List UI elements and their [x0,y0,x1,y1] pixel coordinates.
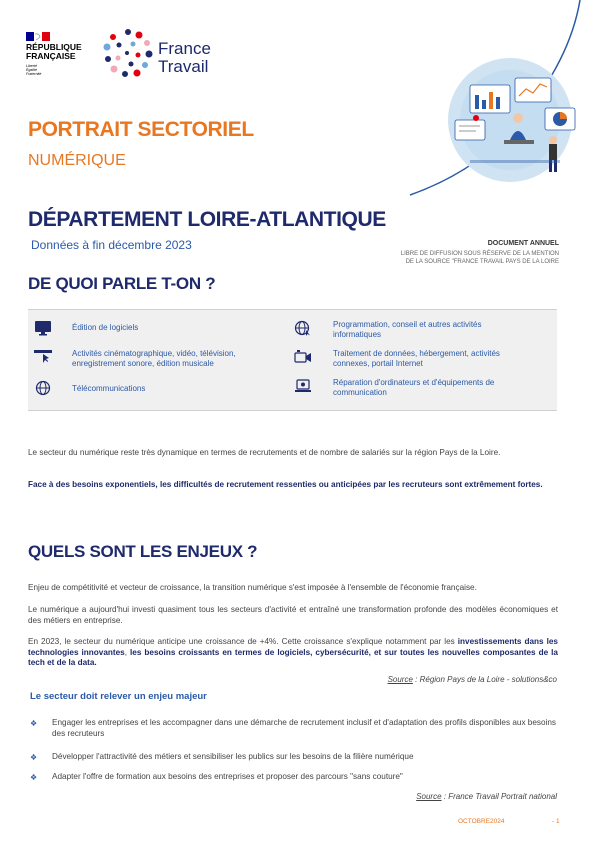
activity-label: Télécommunications [72,384,146,393]
enjeux-para3-d: les besoins croissants en termes de logiciels, cybersécurité, et sur toutes les nouvelles composantes de la tech et de la data. [28,647,558,667]
enjeux-paragraph-3 [28,637,558,669]
source-1-text: : Région Pays de la Loire - solutions&co [412,675,557,684]
enjeux-subheading: Le secteur doit relever un enjeu majeur [30,691,207,702]
sector-title: NUMÉRIQUE [28,152,126,169]
doc-type: DOCUMENT ANNUEL [487,240,559,247]
quoi-heading: DE QUOI PARLE T-ON ? [28,274,216,293]
bullet-item: Engager les entreprises et les accompagner dans une démarche de recrutement inclusif et d'adaptation des profils disponibles aux besoins des recruteurs [52,718,557,738]
source-2-label: Source [416,792,442,801]
license-line-1: LIBRE DE DIFFUSION SOUS RÉSERVE DE LA MENTION [400,251,559,257]
ft-name-1: France [158,39,211,58]
laptop-repair-icon [294,378,312,394]
activity-label: Activités cinématographique, vidéo, télévision, enregistrement sonore, édition musicale [72,349,236,368]
activity-label: Traitement de données, hébergement, activités connexes, portail Internet [333,349,500,368]
enjeux-heading: QUELS SONT LES ENJEUX ? [28,542,258,561]
enjeux-para3-c: , [124,647,131,657]
bullet-icon: ❖ [30,753,38,762]
source-2-text: : France Travail Portrait national [441,792,557,801]
portrait-title: PORTRAIT SECTORIEL [28,118,254,141]
rf-motto-1: Liberté [26,64,37,68]
globe-icon [294,320,312,336]
video-icon [294,349,312,365]
france-travail-name [158,40,211,76]
quoi-paragraph-2: Face à des besoins exponentiels, les difficultés de recrutement ressenties ou anticipées par les recruteurs sont extrêmement fortes. [28,480,543,489]
activity-label: Réparation d'ordinateurs et d'équipements de communication [333,378,495,397]
rf-line-2: FRANÇAISE [26,51,76,61]
digital-workers-illustration [400,0,595,200]
license-line-2: DE LA SOURCE "FRANCE TRAVAIL PAYS DE LA LOIRE [405,259,559,265]
source-1-label: Source [387,675,413,684]
enjeux-para3-a: En 2023, le secteur du numérique anticipe une croissance de +4%. Cette croissance s'explique notamment par les [28,637,458,646]
bullet-item: Adapter l'offre de formation aux besoins des entreprises et proposer des parcours "sans couture" [52,772,403,781]
activity-label: Édition de logiciels [72,323,139,332]
enjeux-paragraph-1: Enjeu de compétitivité et vecteur de croissance, la transition numérique s'est imposée à l'ensemble de l'économie française. [28,583,477,592]
department-title: DÉPARTEMENT LOIRE-ATLANTIQUE [28,208,386,231]
quoi-paragraph-1: Le secteur du numérique reste très dynamique en termes de recrutements et de nombre de salariés sur la région Pays de la Loire. [28,448,501,457]
rf-motto [26,64,41,77]
ft-name-2: Travail [158,57,209,76]
source-2 [416,792,557,801]
rf-motto-3: Fraternité [26,72,42,77]
enjeux-paragraph-2: Le numérique a aujourd'hui investi quasiment tous les secteurs d'activité et entraîné une transformation profonde des modèles économiques et des métiers en entreprise. [28,605,558,625]
rf-line-1: RÉPUBLIQUE [26,42,82,52]
france-travail-logo-icon [103,28,153,78]
activity-label: Programmation, conseil et autres activités informatiques [333,320,482,339]
license-notice [329,250,559,266]
satellite-globe-icon [34,380,52,396]
page-number: - 1 [552,818,560,825]
source-1 [388,675,557,684]
bullet-icon: ❖ [30,773,38,782]
footer-date: OCTOBRE2024 [458,818,505,825]
data-date: Données à fin décembre 2023 [31,238,192,252]
monitor-icon [34,320,52,336]
marianne-flag-icon [26,32,50,41]
enjeux-para3-b: investissements dans les technologies innovantes [28,637,558,657]
republique-francaise-logo [26,43,82,61]
bullet-item: Développer l'attractivité des métiers et sensibiliser les publics sur les besoins de la filière numérique [52,752,414,761]
rf-motto-2: Égalité [26,68,37,73]
cursor-icon [34,348,52,364]
bullet-icon: ❖ [30,719,38,728]
